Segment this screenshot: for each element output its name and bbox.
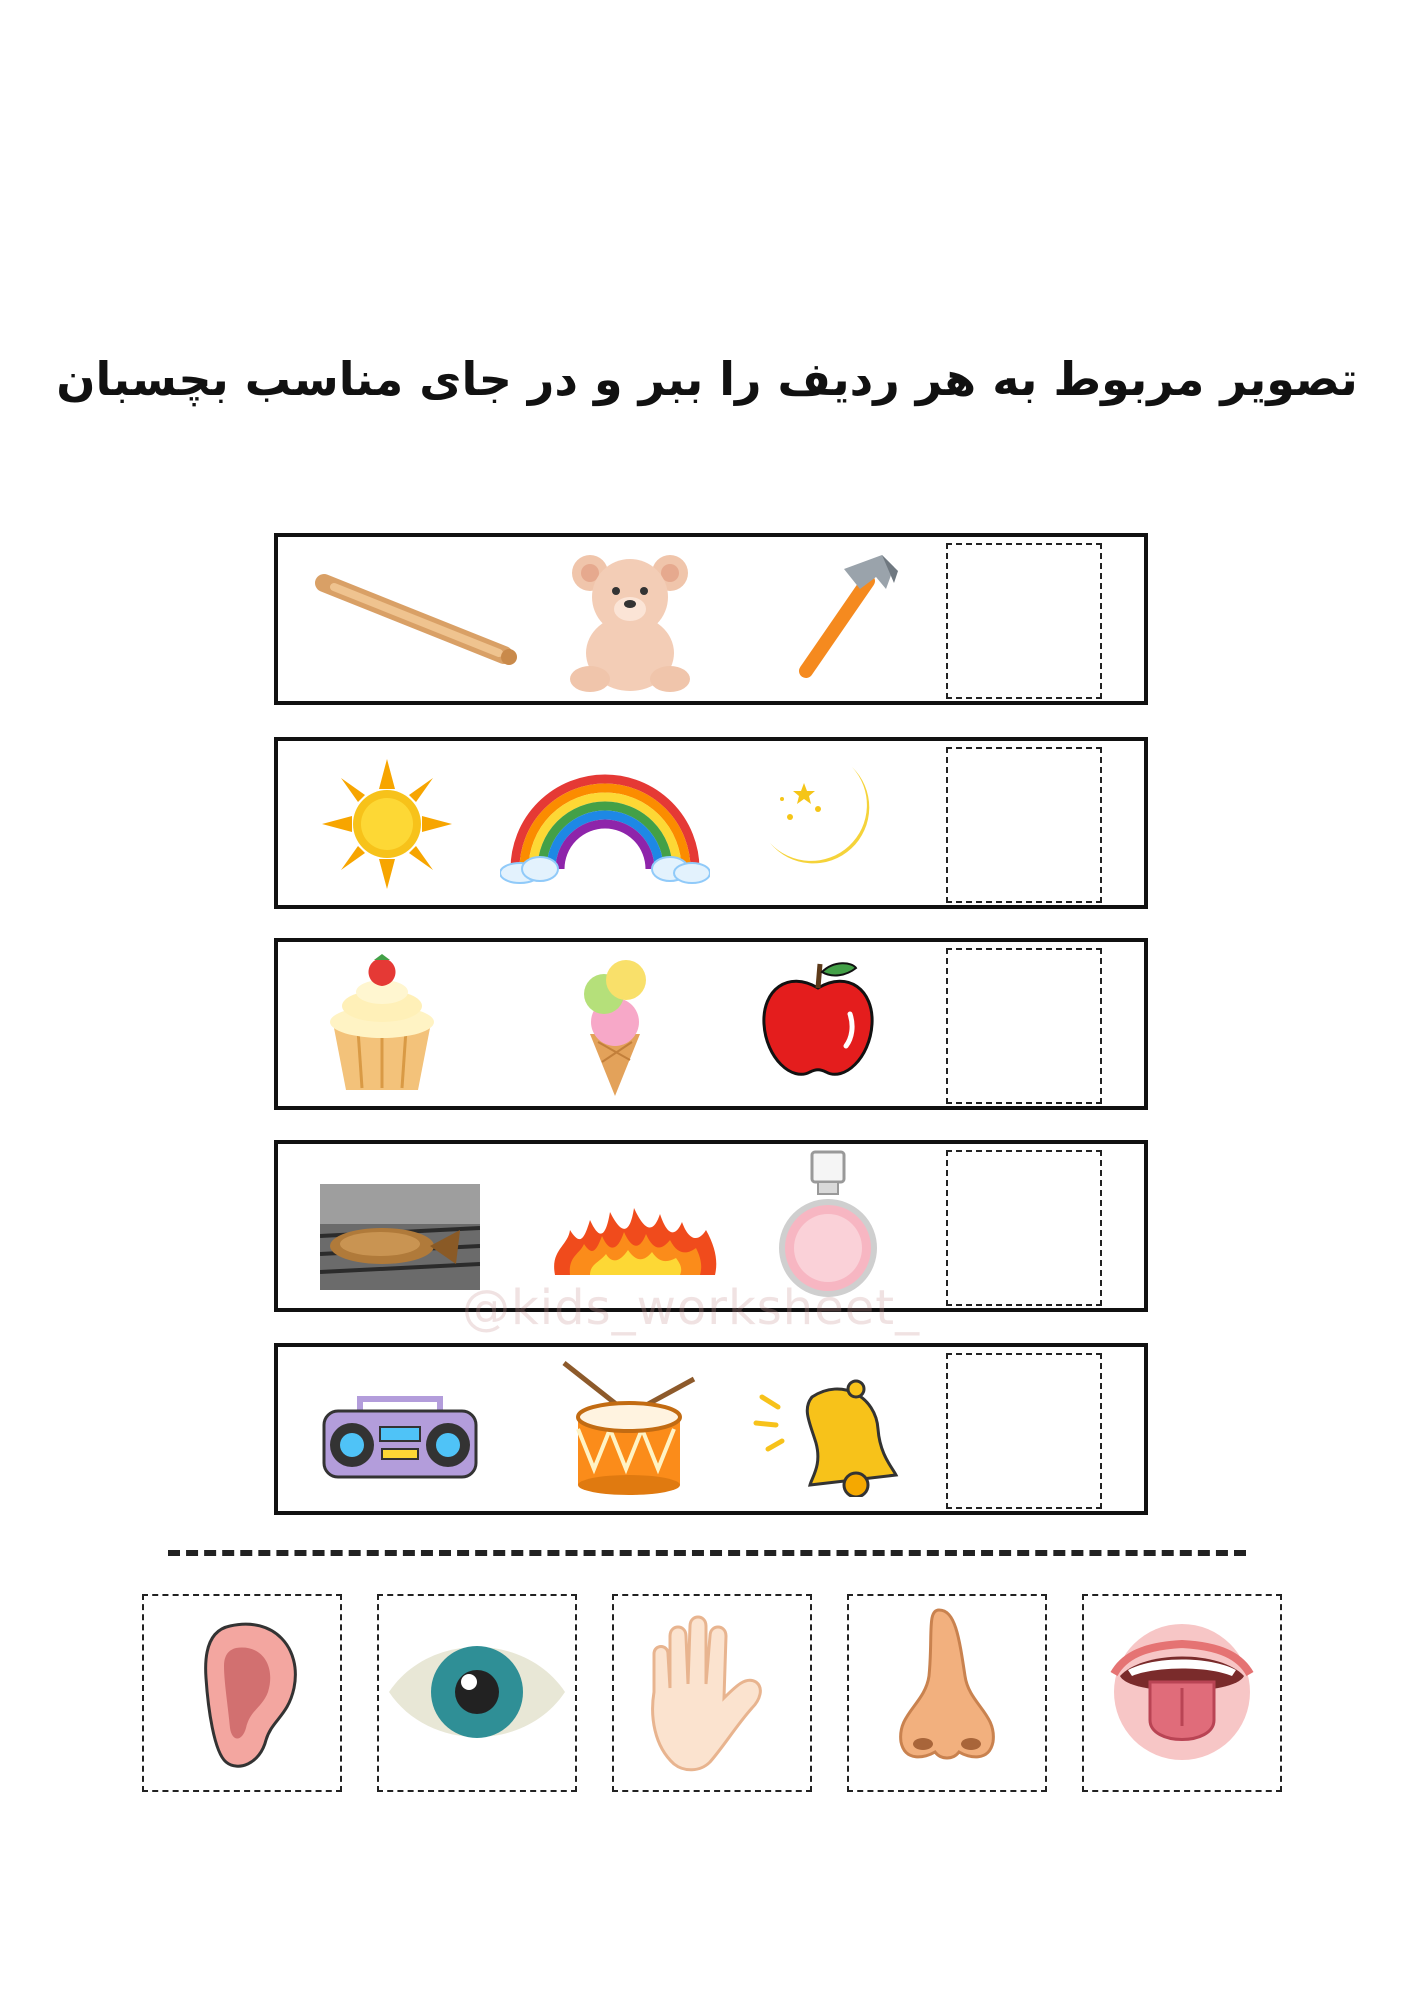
paste-slot[interactable] — [946, 1353, 1102, 1509]
paste-slot[interactable] — [946, 948, 1102, 1104]
paste-slot[interactable] — [946, 543, 1102, 699]
teddy-bear-icon — [560, 545, 700, 695]
cupcake-icon — [322, 954, 442, 1094]
watermark: @kids_worksheet_ — [462, 1280, 921, 1336]
rainbow-icon — [500, 769, 710, 889]
fire-icon — [550, 1190, 720, 1280]
hammer-icon — [786, 549, 906, 689]
bell-icon — [752, 1367, 902, 1497]
ear-icon — [144, 1596, 340, 1790]
sun-icon — [322, 759, 452, 889]
page-title: تصویر مربوط به هر ردیف را ببر و در جای مناسب بچسبان — [56, 352, 1358, 406]
row-hearing — [274, 1343, 1148, 1515]
hand-icon — [614, 1596, 810, 1790]
baseball-bat-icon — [304, 555, 524, 675]
cutout-card-ear[interactable] — [142, 1594, 342, 1792]
cutout-card-hand[interactable] — [612, 1594, 812, 1792]
cutout-card-nose[interactable] — [847, 1594, 1047, 1792]
paste-slot[interactable] — [946, 1150, 1102, 1306]
cutout-card-eye[interactable] — [377, 1594, 577, 1792]
drum-icon — [554, 1357, 704, 1497]
cut-line — [168, 1550, 1246, 1556]
paste-slot[interactable] — [946, 747, 1102, 903]
eye-icon — [379, 1596, 575, 1790]
nose-icon — [849, 1596, 1045, 1790]
boombox-icon — [320, 1393, 480, 1483]
tongue-icon — [1084, 1596, 1280, 1790]
row-touch — [274, 533, 1148, 705]
moon-icon — [760, 759, 890, 889]
cutout-card-tongue[interactable] — [1082, 1594, 1282, 1792]
grilled-fish-icon — [320, 1184, 480, 1290]
row-taste — [274, 938, 1148, 1110]
row-sight — [274, 737, 1148, 909]
apple-icon — [758, 954, 878, 1084]
ice-cream-icon — [570, 950, 660, 1100]
